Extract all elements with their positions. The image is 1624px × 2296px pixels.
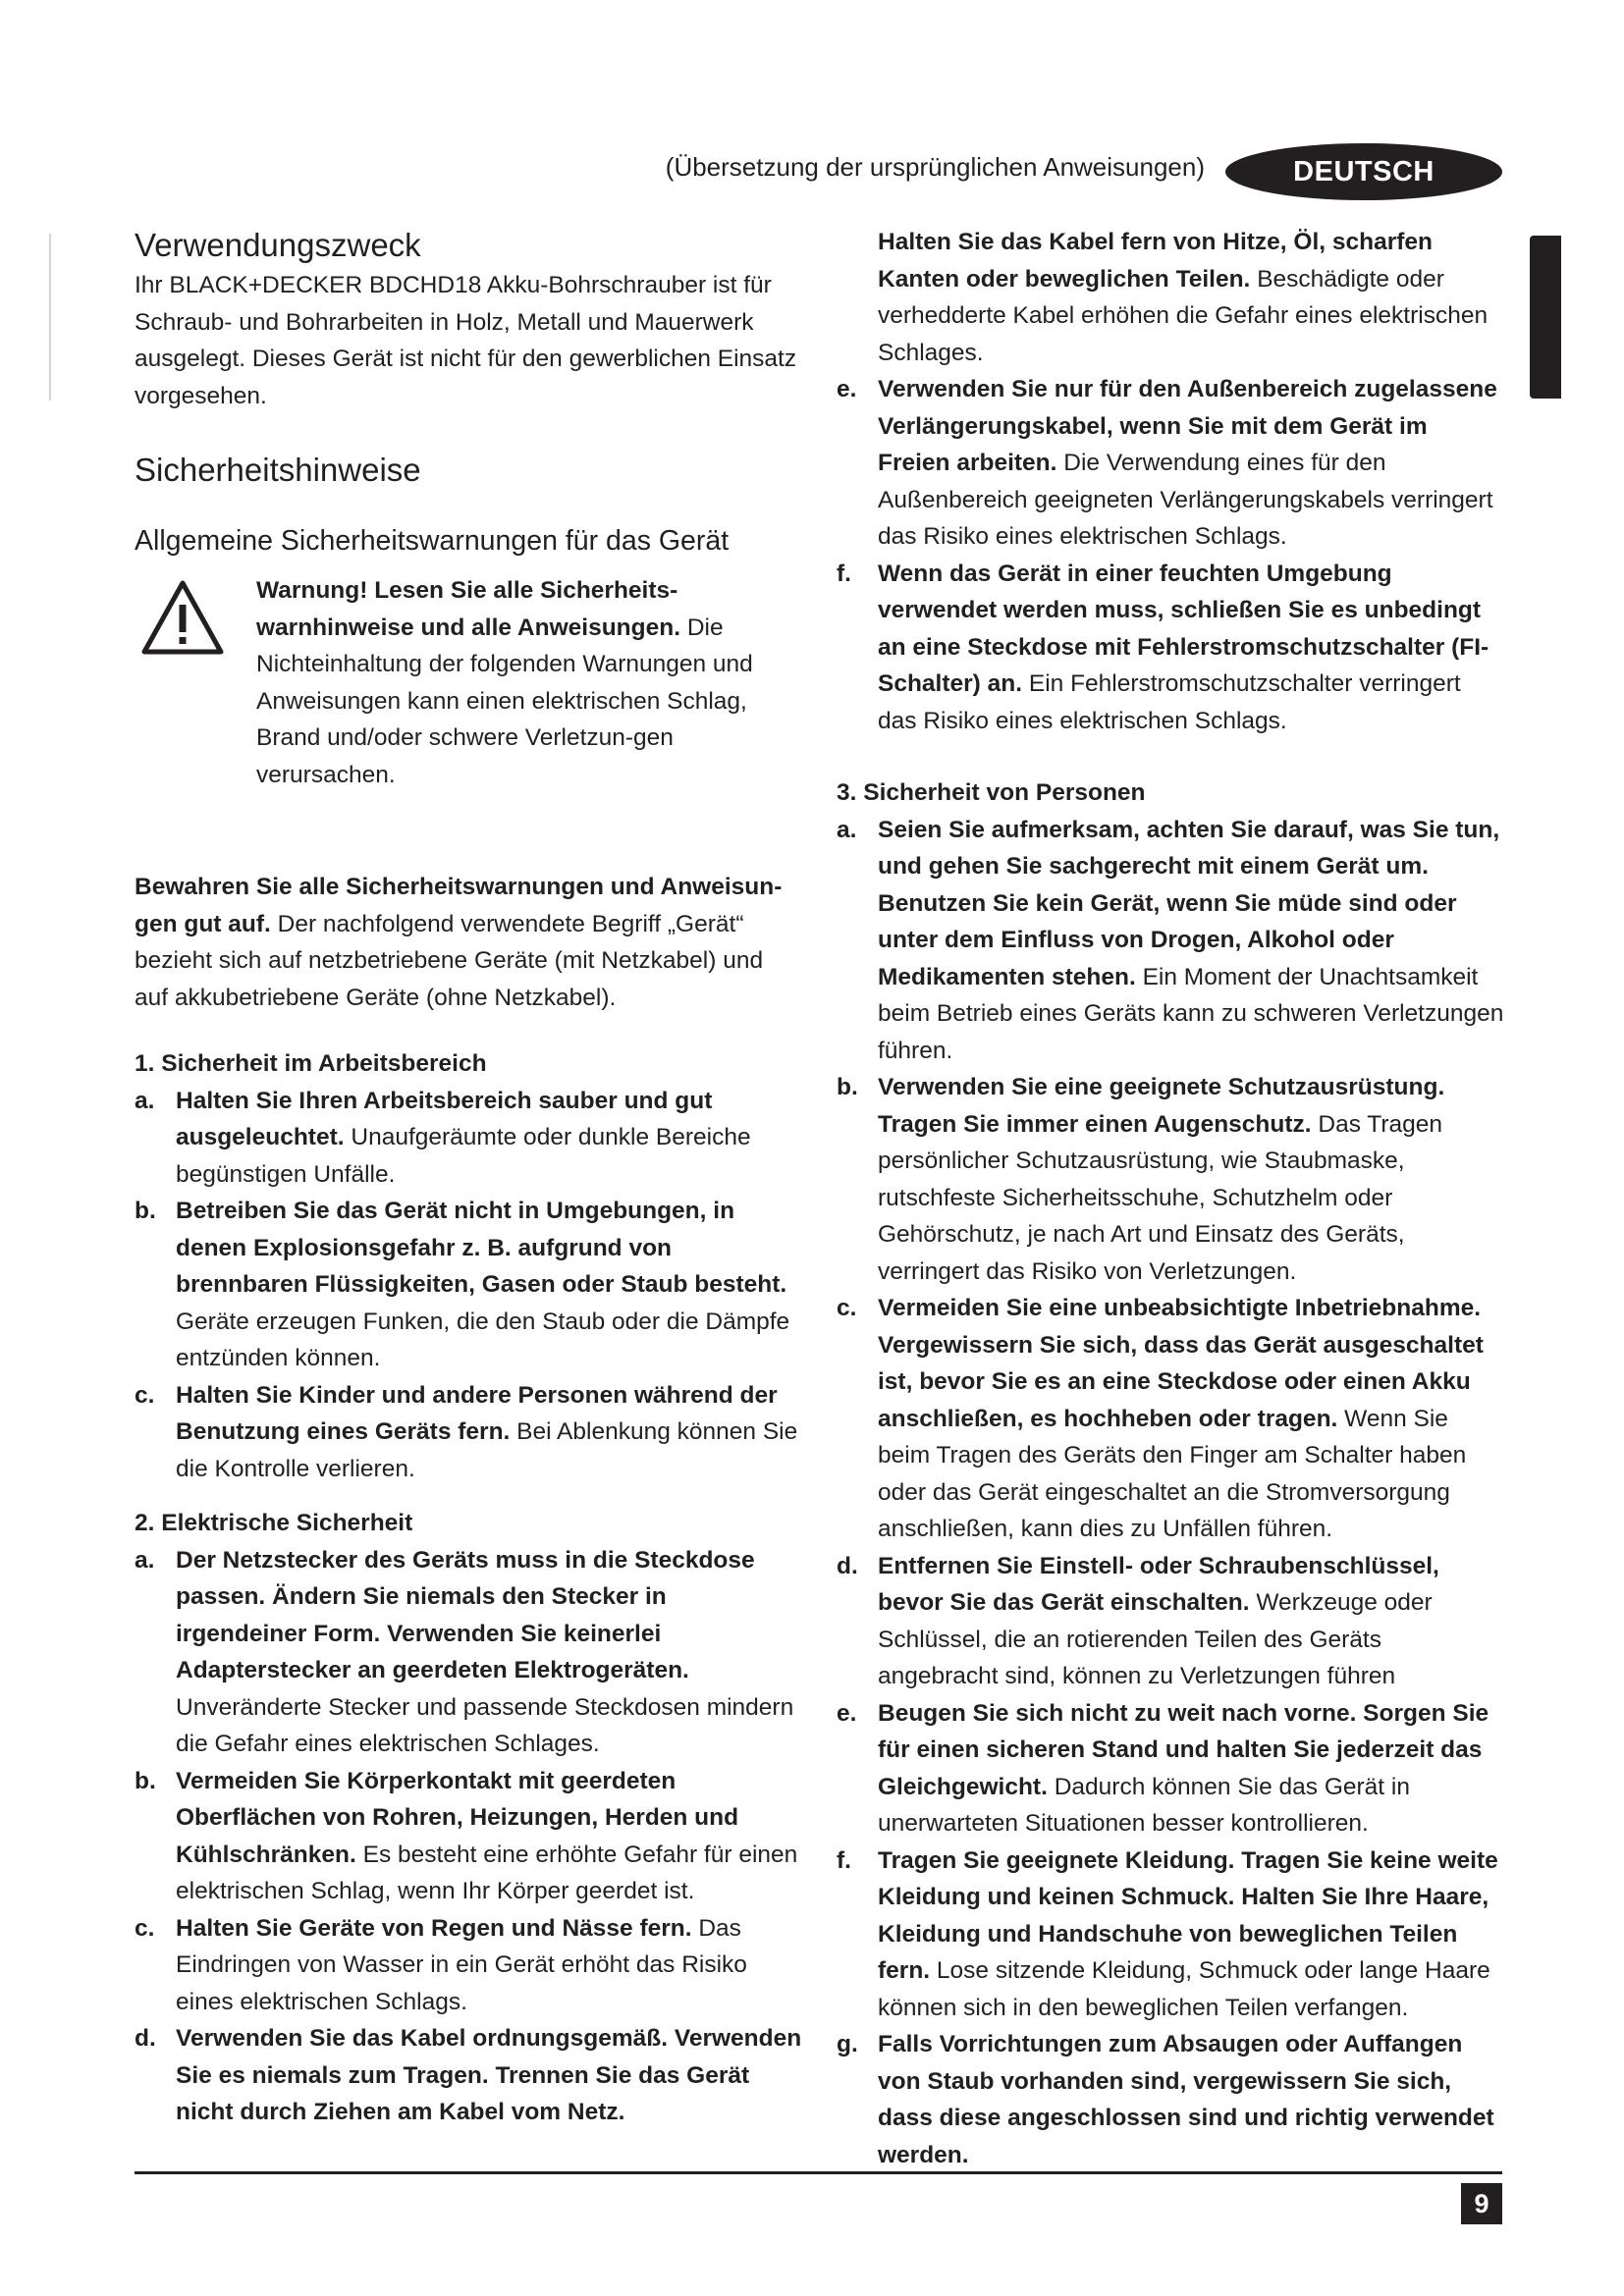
item-text: Dadurch können Sie das Gerät in unerwarteten Situationen besser kontrollieren. bbox=[878, 1773, 1410, 1837]
item-bold: Verwenden Sie nur für den Außenbereich zugelassene Verlängerungskabel, wenn Sie mit dem Gerät im Freien arbeiten. bbox=[878, 376, 1497, 476]
list-item bbox=[135, 1083, 802, 1194]
item-text: Wenn Sie beim Tragen des Geräts den Finger am Schalter haben oder das Gerät eingeschaltet an die Stromversorgung anschließen, kann dies zu Unfällen führen. bbox=[878, 1405, 1467, 1542]
item-label: b. bbox=[135, 1198, 156, 1224]
item-bold: Wenn das Gerät in einer feuchten Umgebung verwendet werden muss, schließen Sie es unbedingt an eine Steckdose mit Fehlerstromschutzschalter (FI-Schalter) an. bbox=[878, 560, 1489, 697]
item-bold: Verwenden Sie eine geeignete Schutzausrüstung. Tragen Sie immer einen Augenschutz. bbox=[878, 1074, 1445, 1138]
keep-instructions-paragraph bbox=[135, 869, 802, 1016]
warning-paragraph bbox=[256, 572, 802, 793]
item-bold: Halten Sie Kinder und andere Personen während der Benutzung eines Geräts fern. bbox=[176, 1381, 778, 1445]
intended-use-heading: Verwendungszweck bbox=[135, 227, 421, 263]
item-text: Es besteht eine erhöhte Gefahr für einen elektrischen Schlag, wenn Ihr Körper geerdet ist. bbox=[176, 1841, 798, 1904]
language-side-tab bbox=[1530, 236, 1561, 399]
item-label: f. bbox=[837, 1846, 851, 1874]
item-label: c. bbox=[837, 1295, 857, 1321]
item-label: e. bbox=[837, 1699, 857, 1727]
warning-bold: Warnung! Lesen Sie alle Sicherheits-warnhinweise und alle Anweisungen. bbox=[256, 577, 681, 641]
warning-block bbox=[135, 572, 802, 793]
list-item bbox=[837, 812, 1504, 1070]
item-text: Geräte erzeugen Funken, die den Staub oder die Dämpfe entzünden können. bbox=[176, 1308, 790, 1371]
item-text: Die Verwendung eines für den Außenbereich geeigneten Verlängerungskabels verringert das Risiko eines elektrischen Schlags. bbox=[878, 450, 1493, 550]
electrical-heading: 2. Elektrische Sicherheit bbox=[135, 1510, 413, 1536]
left-column bbox=[135, 224, 802, 2131]
list-item bbox=[837, 1069, 1504, 1290]
item-bold: Verwenden Sie das Kabel ordnungsgemäß. Verwenden Sie es niemals zum Tragen. Trennen Sie das Gerät nicht durch Ziehen am Kabel vom Netz. bbox=[176, 2025, 802, 2125]
item-bold: Halten Sie Geräte von Regen und Nässe fern. bbox=[176, 1914, 692, 1942]
item-label: b. bbox=[837, 1074, 858, 1100]
work-area-heading: 1. Sicherheit im Arbeitsbereich bbox=[135, 1050, 487, 1077]
warning-triangle-icon bbox=[141, 580, 224, 655]
list-item bbox=[837, 2026, 1504, 2173]
item-label: a. bbox=[135, 1546, 155, 1574]
item-text: Bei Ablenkung können Sie die Kontrolle verlieren. bbox=[176, 1418, 798, 1482]
list-item bbox=[837, 1548, 1504, 1695]
item-bold: Halten Sie Ihren Arbeitsbereich sauber und gut ausgeleuchtet. bbox=[176, 1087, 713, 1150]
item-label: b. bbox=[135, 1767, 156, 1794]
item-text: Unaufgeräumte oder dunkle Bereiche begünstigen Unfälle. bbox=[176, 1124, 751, 1188]
list-item bbox=[135, 1193, 802, 1377]
page-number: 9 bbox=[1461, 2183, 1502, 2224]
right-column bbox=[837, 224, 1504, 2173]
list-item bbox=[135, 1377, 802, 1488]
list-item bbox=[135, 2020, 802, 2131]
list-item bbox=[837, 556, 1504, 740]
item-bold: Betreiben Sie das Gerät nicht in Umgebungen, in denen Explosionsgefahr z. B. aufgrund von brennbaren Flüssigkeiten, Gasen oder Staub besteht. bbox=[176, 1198, 787, 1298]
translation-note: (Übersetzung der ursprünglichen Anweisungen) bbox=[665, 152, 1205, 182]
keep-text: Der nachfolgend verwendete Begriff „Gerät“ bezieht sich auf netzbetriebene Geräte (mit Netzkabel) und auf akkubetriebene Geräte (ohne Netzkabel). bbox=[135, 910, 764, 1011]
item-text: Das Tragen persönlicher Schutzausrüstung, wie Staubmaske, rutschfeste Sicherheitsschuhe, Schutzhelm oder Gehörschutz, je nach Art und Einsatz des Geräts, verringert das Risiko von Verletzungen. bbox=[878, 1110, 1443, 1285]
list-item bbox=[135, 1763, 802, 1910]
item-bold: Beugen Sie sich nicht zu weit nach vorne. Sorgen Sie für einen sicheren Stand und halten Sie jederzeit das Gleichgewicht. bbox=[878, 1699, 1489, 1800]
item-label: g. bbox=[837, 2031, 858, 2057]
list-item bbox=[837, 1842, 1504, 2027]
item-label: c. bbox=[135, 1381, 155, 1409]
margin-rule bbox=[49, 234, 51, 400]
item-text: Beschädigte oder verhedderte Kabel erhöhen die Gefahr eines elektrischen Schlages. bbox=[878, 265, 1489, 366]
item-label: d. bbox=[837, 1552, 858, 1579]
item-text: Ein Fehlerstromschutzschalter verringert das Risiko eines elektrischen Schlags. bbox=[878, 670, 1461, 734]
item-text: Unveränderte Stecker und passende Steckdosen mindern die Gefahr eines elektrischen Schlages. bbox=[176, 1693, 794, 1757]
item-label: e. bbox=[837, 376, 857, 402]
item-text: Das Eindringen von Wasser in ein Gerät erhöht das Risiko eines elektrischen Schlags. bbox=[176, 1914, 747, 2015]
safety-heading: Sicherheitshinweise bbox=[135, 452, 421, 488]
item-bold: Halten Sie das Kabel fern von Hitze, Öl, scharfen Kanten oder beweglichen Teilen. bbox=[878, 229, 1434, 293]
item-label: d. bbox=[135, 2025, 156, 2052]
item-bold: Seien Sie aufmerksam, achten Sie darauf, was Sie tun, und gehen Sie sachgerecht mit einem Gerät um. Benutzen Sie kein Gerät, wenn Sie müde sind oder unter dem Einfluss von Drogen, Alkohol oder Medikamenten stehen. bbox=[878, 816, 1500, 990]
list-item bbox=[135, 1542, 802, 1763]
list-item bbox=[837, 1290, 1504, 1548]
keep-bold: Bewahren Sie alle Sicherheitswarnungen und Anweisun-gen gut auf. bbox=[135, 874, 783, 937]
item-text: Ein Moment der Unachtsamkeit beim Betrieb eines Geräts kann zu schweren Verletzungen führen. bbox=[878, 963, 1504, 1064]
item-bold: Tragen Sie geeignete Kleidung. Tragen Sie keine weite Kleidung und keinen Schmuck. Halten Sie Ihre Haare, Kleidung und Handschuhe von beweglichen Teilen fern. bbox=[878, 1846, 1498, 1984]
item-label: c. bbox=[135, 1914, 155, 1942]
item-bold: Vermeiden Sie eine unbeabsichtigte Inbetriebnahme. Vergewissern Sie sich, dass das Gerät ausgeschaltet ist, bevor Sie es an eine Steckdose oder einen Akku anschließen, es hochheben oder tragen. bbox=[878, 1295, 1484, 1432]
personal-safety-heading: 3. Sicherheit von Personen bbox=[837, 779, 1146, 806]
item-text: Werkzeuge oder Schlüssel, die an rotierenden Teilen des Geräts angebracht sind, können zu Verletzungen führen bbox=[878, 1589, 1433, 1689]
intended-use-text: Ihr BLACK+DECKER BDCHD18 Akku-Bohrschrauber ist für Schraub- und Bohrarbeiten in Holz, Metall und Mauerwerk ausgelegt. Dieses Gerät ist nicht für den gewerblichen Einsatz vorgesehen. bbox=[135, 272, 797, 409]
item-label: a. bbox=[837, 816, 857, 843]
language-badge: DEUTSCH bbox=[1225, 143, 1502, 200]
item-label: a. bbox=[135, 1087, 155, 1114]
list-item bbox=[837, 371, 1504, 556]
item-bold: Falls Vorrichtungen zum Absaugen oder Auffangen von Staub vorhanden sind, vergewissern Sie sich, dass diese angeschlossen sind und richtig verwendet werden. bbox=[878, 2031, 1494, 2168]
safety-subheading: Allgemeine Sicherheitswarnungen für das Gerät bbox=[135, 525, 730, 557]
warning-text: Die Nichteinhaltung der folgenden Warnungen und Anweisungen kann einen elektrischen Schlag, Brand und/oder schwere Verletzun-gen verursachen. bbox=[256, 614, 753, 788]
item-text: Lose sitzende Kleidung, Schmuck oder lange Haare können sich in den beweglichen Teilen verfangen. bbox=[878, 1957, 1490, 2021]
item-bold: Vermeiden Sie Körperkontakt mit geerdeten Oberflächen von Rohren, Heizungen, Herden und Kühlschränken. bbox=[176, 1767, 739, 1868]
list-item bbox=[135, 1910, 802, 2021]
item-bold: Der Netzstecker des Geräts muss in die Steckdose passen. Ändern Sie niemals den Stecker in irgendeiner Form. Verwenden Sie keinerlei Adapterstecker an geerdeten Elektrogeräten. bbox=[176, 1546, 755, 1683]
footer-rule bbox=[135, 2171, 1502, 2174]
list-item bbox=[837, 1695, 1504, 1842]
item-label: f. bbox=[837, 560, 851, 587]
item-bold: Entfernen Sie Einstell- oder Schraubenschlüssel, bevor Sie das Gerät einschalten. bbox=[878, 1552, 1439, 1616]
list-item-continuation bbox=[837, 224, 1504, 371]
